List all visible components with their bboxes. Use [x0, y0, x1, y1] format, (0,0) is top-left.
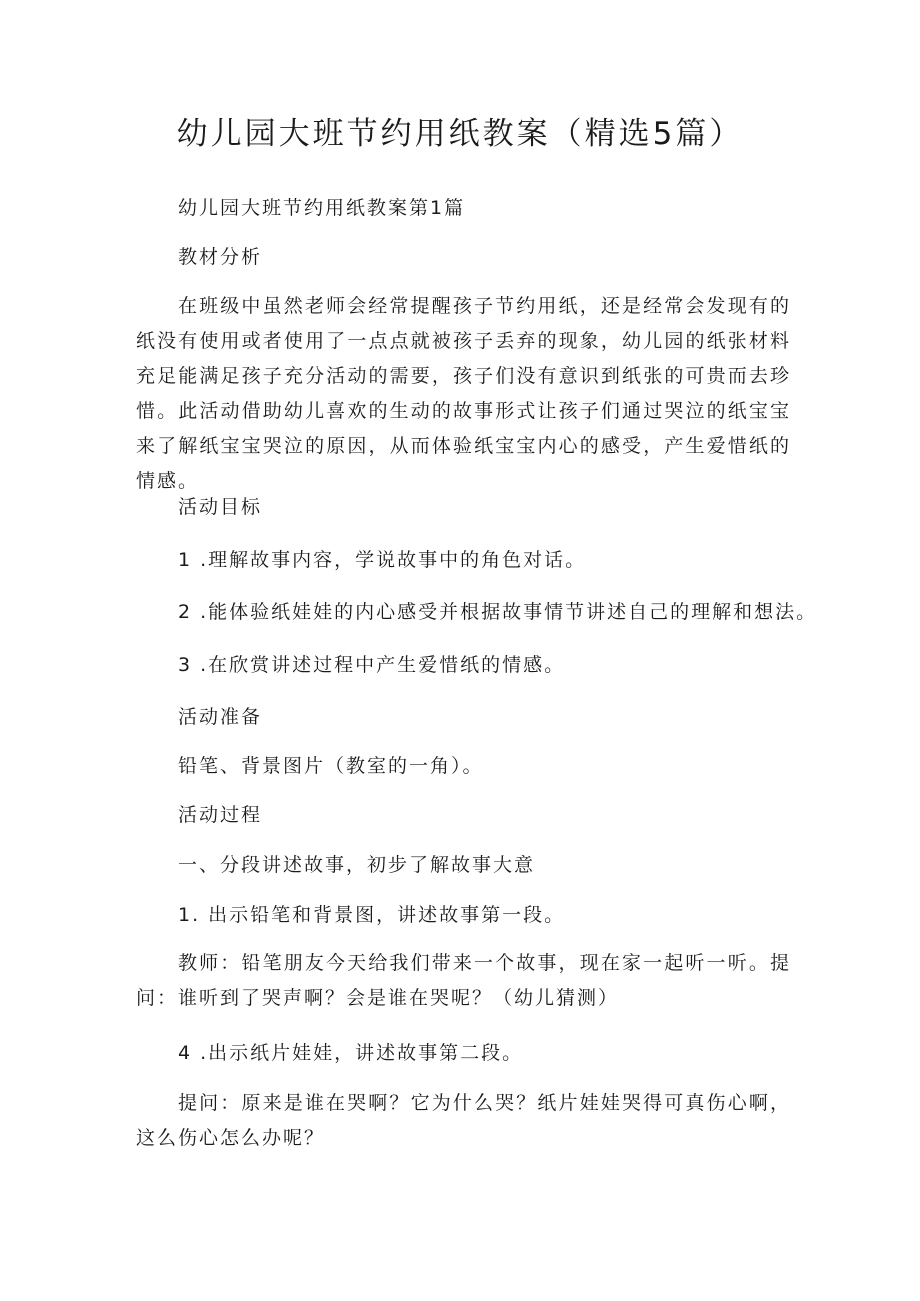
section-heading-analysis: 教材分析	[178, 246, 263, 268]
process-item-1: 1. 出示铅笔和背景图，讲述故事第一段。	[178, 904, 566, 926]
goal-item-3: 3 .在欣赏讲述过程中产生爱惜纸的情感。	[178, 654, 566, 676]
process-step-1: 一、分段讲述故事，初步了解故事大意	[178, 854, 536, 876]
process-item-4: 4 .出示纸片娃娃，讲述故事第二段。	[178, 1042, 524, 1064]
goal-item-2: 2 .能体验纸娃娃的内心感受并根据故事情节讲述自己的理解和想法。	[178, 601, 818, 623]
prep-text: 铅笔、背景图片（教室的一角）。	[178, 755, 484, 777]
document-title: 幼儿园大班节约用纸教案（精选5篇）	[176, 116, 744, 152]
goal-item-1: 1 .理解故事内容，学说故事中的角色对话。	[178, 549, 587, 571]
teacher-paragraph: 教师：铅笔朋友今天给我们带来一个故事，现在家一起听一听。提问：谁听到了哭声啊？会是谁在哭呢？（幼儿猜测）	[136, 952, 791, 1009]
section-heading-process: 活动过程	[178, 804, 263, 826]
subtitle: 幼儿园大班节约用纸教案第1篇	[178, 197, 466, 219]
analysis-paragraph: 在班级中虽然老师会经常提醒孩子节约用纸，还是经常会发现有的纸没有使用或者使用了一点点就被孩子丢弃的现象，幼儿园的纸张材料充足能满足孩子充分活动的需要，孩子们没有意识到纸张的可贵而去珍惜。此活动借助幼儿喜欢的生动的故事形式让孩子们通过哭泣的纸宝宝来了解纸宝宝哭泣的原因，从而体验纸宝宝内心的感受，产生爱惜纸的情感。	[136, 295, 791, 492]
question-paragraph: 提问：原来是谁在哭啊？它为什么哭？纸片娃娃哭得可真伤心啊，这么伤心怎么办呢？	[136, 1092, 791, 1149]
section-heading-prep: 活动准备	[178, 706, 263, 728]
section-heading-goals: 活动目标	[178, 496, 263, 518]
